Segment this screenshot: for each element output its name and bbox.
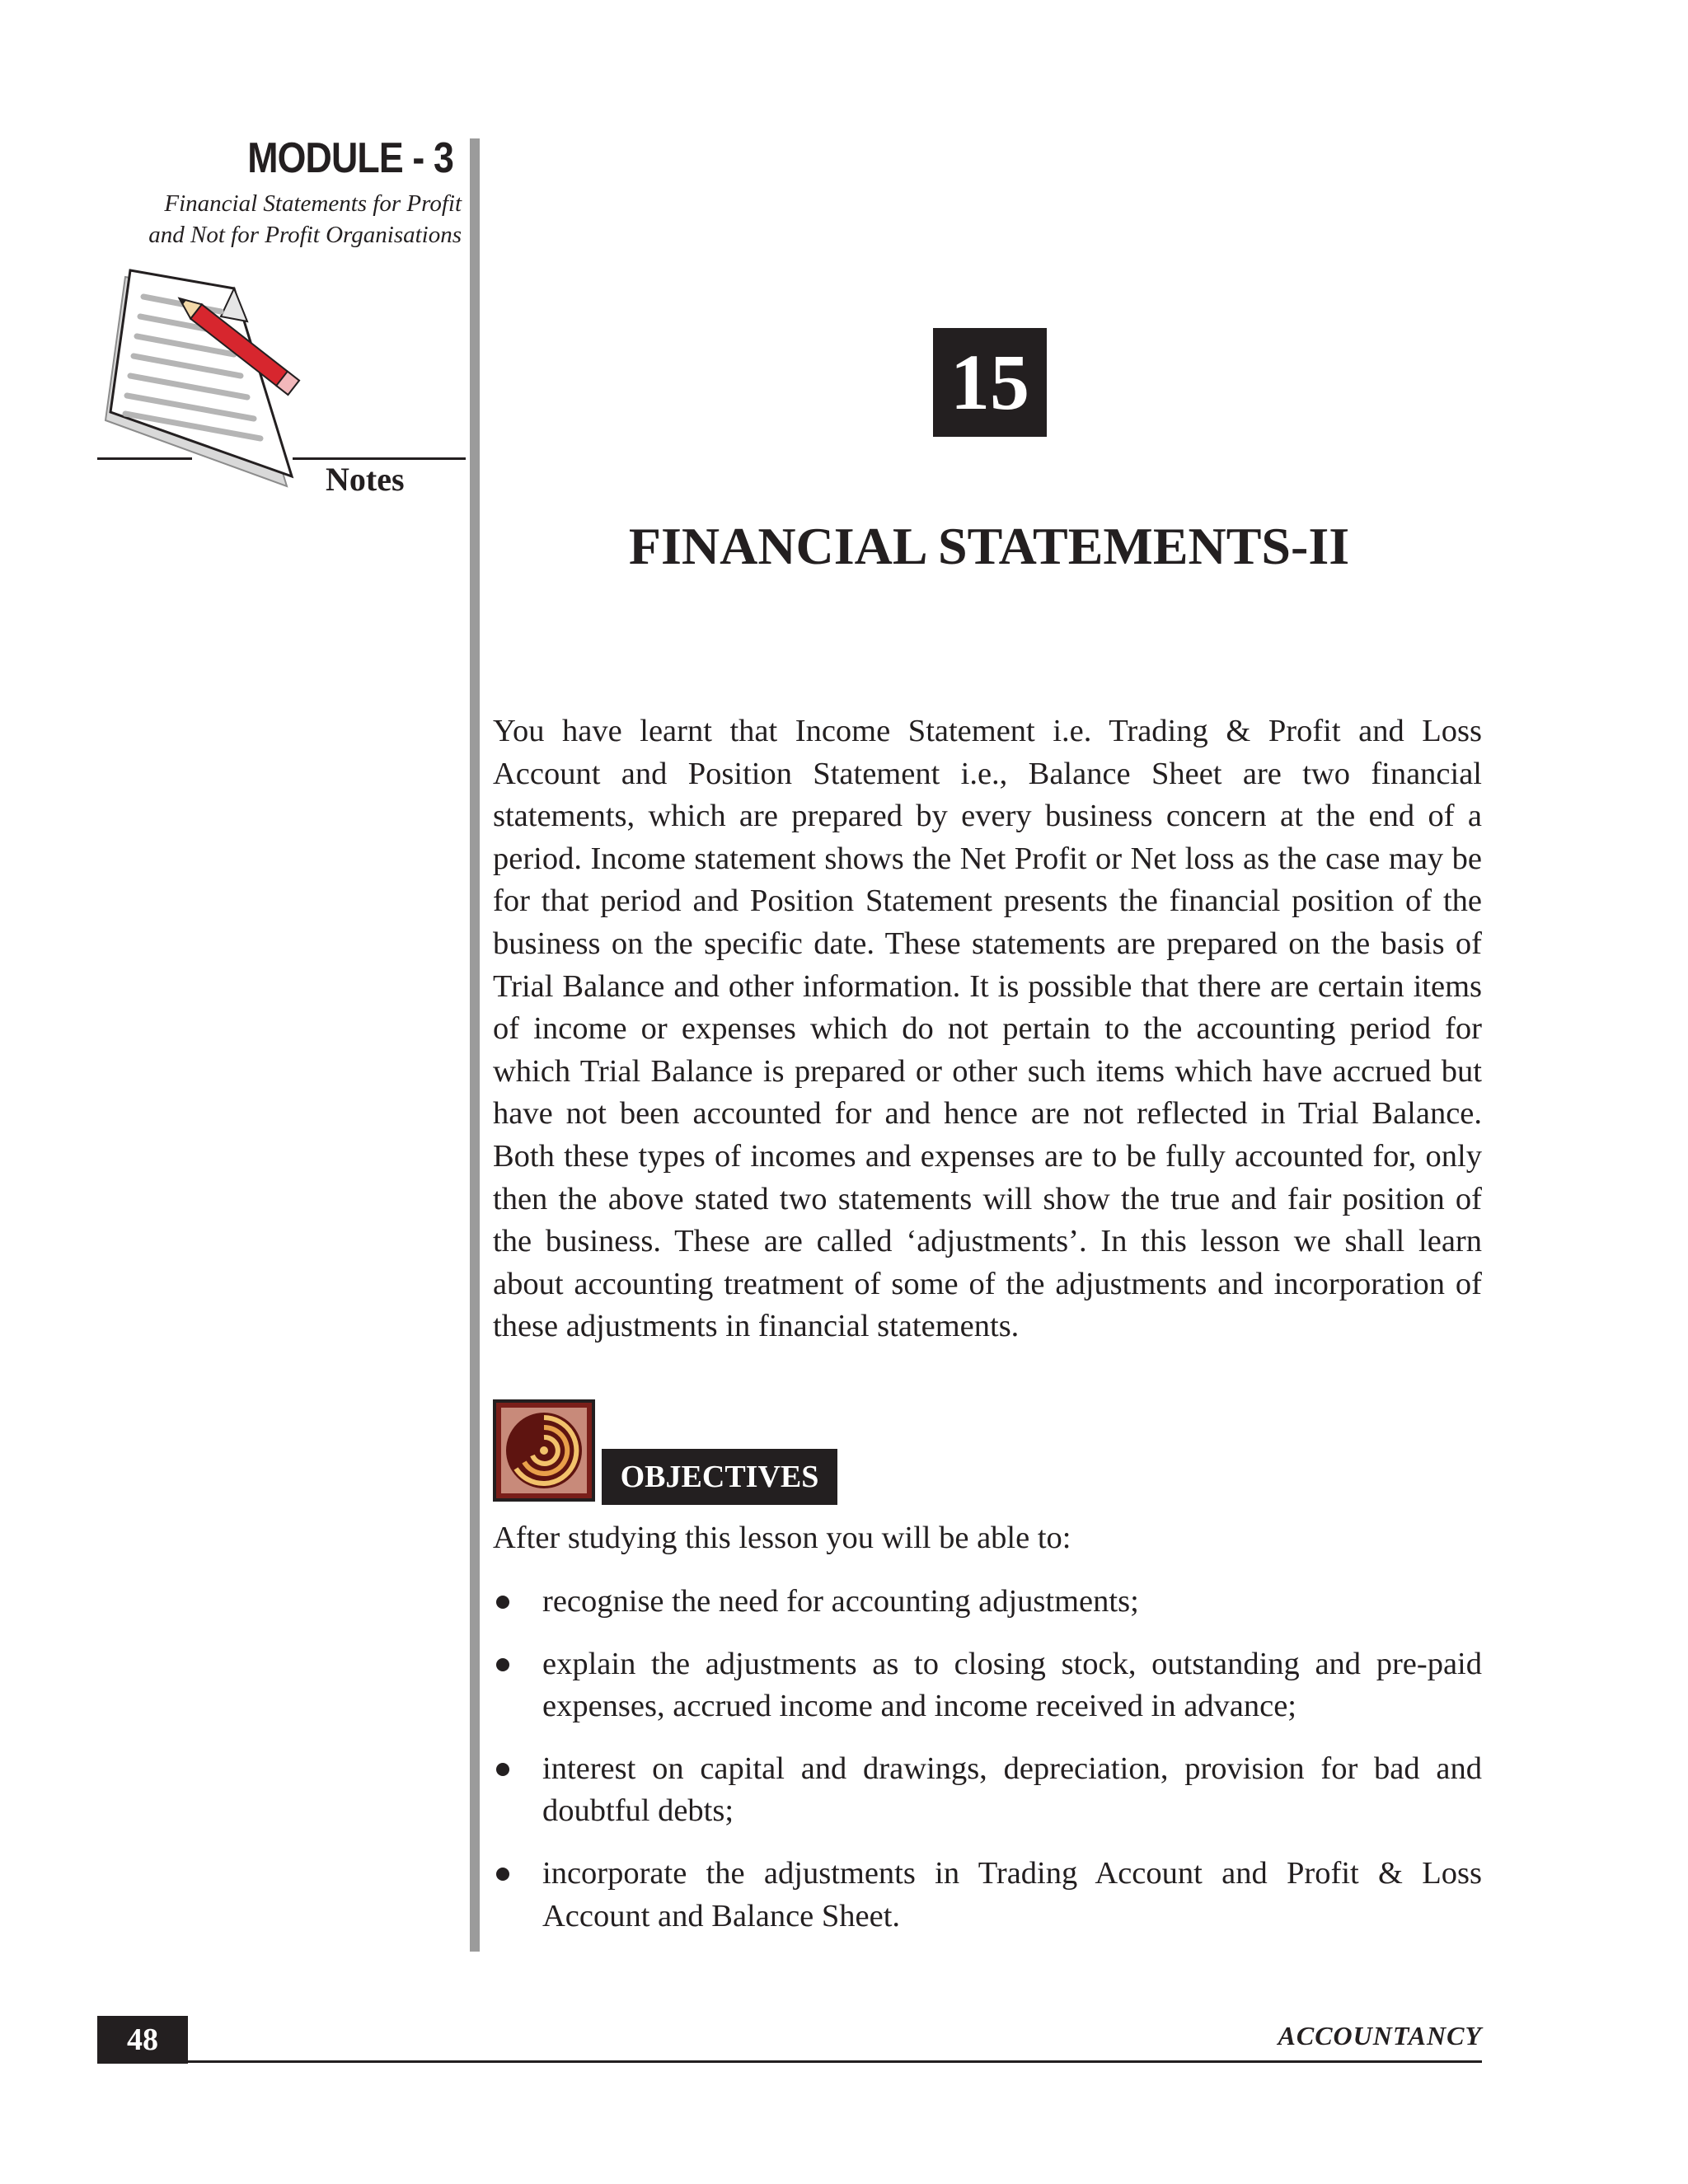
bullet-icon	[496, 1658, 509, 1671]
objectives-heading: OBJECTIVES	[602, 1449, 837, 1505]
page-number: 48	[97, 2016, 188, 2064]
module-subtitle	[74, 188, 462, 251]
intro-paragraph: You have learnt that Income Statement i.e. Trading & Profit and Loss Account and Position Statement i.e., Balance Sheet are two financial statements, which are prepared by every business concern at the end of a period. Income statement shows the Net Profit or Net loss as the case may be for that period and Position Statement presents the financial position of the business on the specific date. These statements are prepared on the basis of Trial Balance and other information. It is possible that there are certain items of income or expenses which do not pertain to the accounting period for which Trial Balance is prepared or other such items which have accrued but have not been accounted for and hence are not reflected in Trial Balance. Both these types of incomes and expenses are to be fully accounted for, only then the above stated two statements will show the true and fair position of the business. These are called ‘adjustments’. In this lesson we shall learn about accounting treatment of some of the adjustments and incorporation of these adjustments in financial statements.	[493, 714, 1482, 1344]
margin-divider-bar	[470, 138, 480, 1952]
objectives-list	[493, 1581, 1482, 1957]
footer-subject: ACCOUNTANCY	[1278, 2021, 1482, 2050]
objective-text: interest on capital and drawings, depreciation, provision for bad and doubtful debts;	[542, 1750, 1482, 1829]
bullet-icon	[496, 1868, 509, 1881]
objective-item	[493, 1581, 1482, 1624]
chapter-title: FINANCIAL STATEMENTS-II	[628, 517, 1350, 575]
notes-label: Notes	[326, 461, 405, 498]
objective-text: explain the adjustments as to closing stock, outstanding and pre-paid expenses, accrued income and income received in advance;	[542, 1646, 1482, 1724]
objective-text: recognise the need for accounting adjustments;	[542, 1584, 1139, 1619]
notes-rule	[97, 457, 192, 460]
objective-item	[493, 1748, 1482, 1833]
footer-rule	[97, 2060, 1482, 2063]
bullet-icon	[496, 1596, 509, 1609]
objective-text: incorporate the adjustments in Trading Account and Profit & Loss Account and Balance Sheet.	[542, 1855, 1482, 1933]
target-spiral-icon	[493, 1399, 595, 1502]
chapter-number-badge: 15	[933, 328, 1047, 437]
bullet-icon	[496, 1763, 509, 1776]
objectives-intro: After studying this lesson you will be able to:	[493, 1521, 1071, 1555]
notepad-with-pencil-icon	[97, 264, 345, 494]
module-subtitle-line1: Financial Statements for Profit	[164, 190, 462, 217]
objective-item	[493, 1643, 1482, 1728]
module-subtitle-line2: and Not for Profit Organisations	[148, 222, 462, 248]
objective-item	[493, 1853, 1482, 1938]
module-title: MODULE - 3	[247, 134, 453, 182]
